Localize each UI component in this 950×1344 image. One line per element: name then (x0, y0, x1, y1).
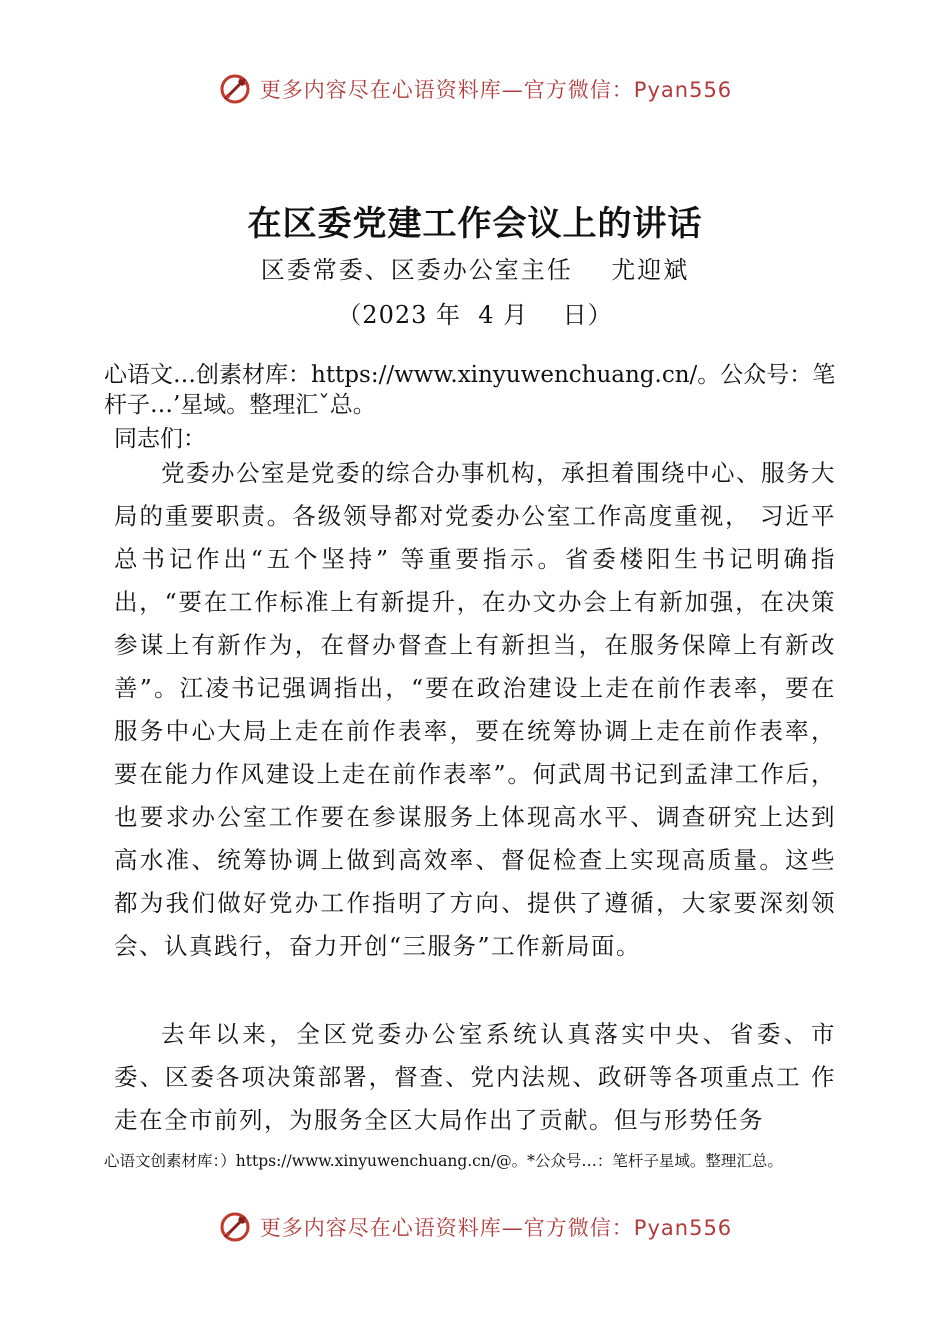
body-paragraph: 去年以来，全区党委办公室系统认真落实中央、省委、市 委、区委各项决策部署，督查、党内法规、政研等各项重点工 作走在全市前列，为服务全区大局作出了贡献。但与形势任务 (114, 1020, 836, 1134)
footer-banner (0, 1210, 950, 1244)
header-banner (0, 72, 950, 106)
document-date: （2023 年 4 月 日） (337, 301, 613, 329)
greeting: 同志们： (114, 426, 206, 452)
fountain-pen-logo-icon (218, 1210, 252, 1244)
banner-text: 更多内容尽在心语资料库—官方微信：Pyan556 (259, 78, 733, 102)
source-note: 心语文…创素材库：https://www.xinyuwenchuang.cn/。公众号：笔杆子…’星域。整理汇ˇ总。 (104, 362, 836, 418)
body-paragraph: 党委办公室是党委的综合办事机构，承担着围绕中心、服务大局的重要职责。各级领导都对党委办公室工作高度重视， 习近平总书记作出“五个坚持” 等重要指示。省委楼阳生书记明确指出，“要在工作标准上有新提升，在办文办会上有新加强，在决策参谋上有新作为，在督办督查上有新担当，在服务保障上有新改善”。江凌书记强调指出，“要在政治建设上走在前作表率，要在服务中心大局上走在前作表率，要在统筹协调上走在前作表率，要在能力作风建设上走在前作表率”。何武周书记到孟津工作后，也要求办公室工作要在参谋服务上体现高水平、调查研究上达到高水准、统筹协调上做到高效率、督促检查上实现高质量。这些都为我们做好党办工作指明了方向、提供了遵循，大家要深刻领会、认真践行，奋力开创“三服务”工作新局面。 (114, 459, 836, 960)
document-title: 在区委党建工作会议上的讲话 (247, 204, 703, 244)
document-subtitle: 区委常委、区委办公室主任 尤迎斌 (260, 256, 690, 284)
banner-text: 更多内容尽在心语资料库—官方微信：Pyan556 (259, 1216, 733, 1240)
footer-source-note: 心语文创素材库：）https://www.xinyuwenchuang.cn/@。*公众号…：笔杆子星域。整理汇总。 (104, 1152, 783, 1170)
fountain-pen-logo-icon (218, 72, 252, 106)
